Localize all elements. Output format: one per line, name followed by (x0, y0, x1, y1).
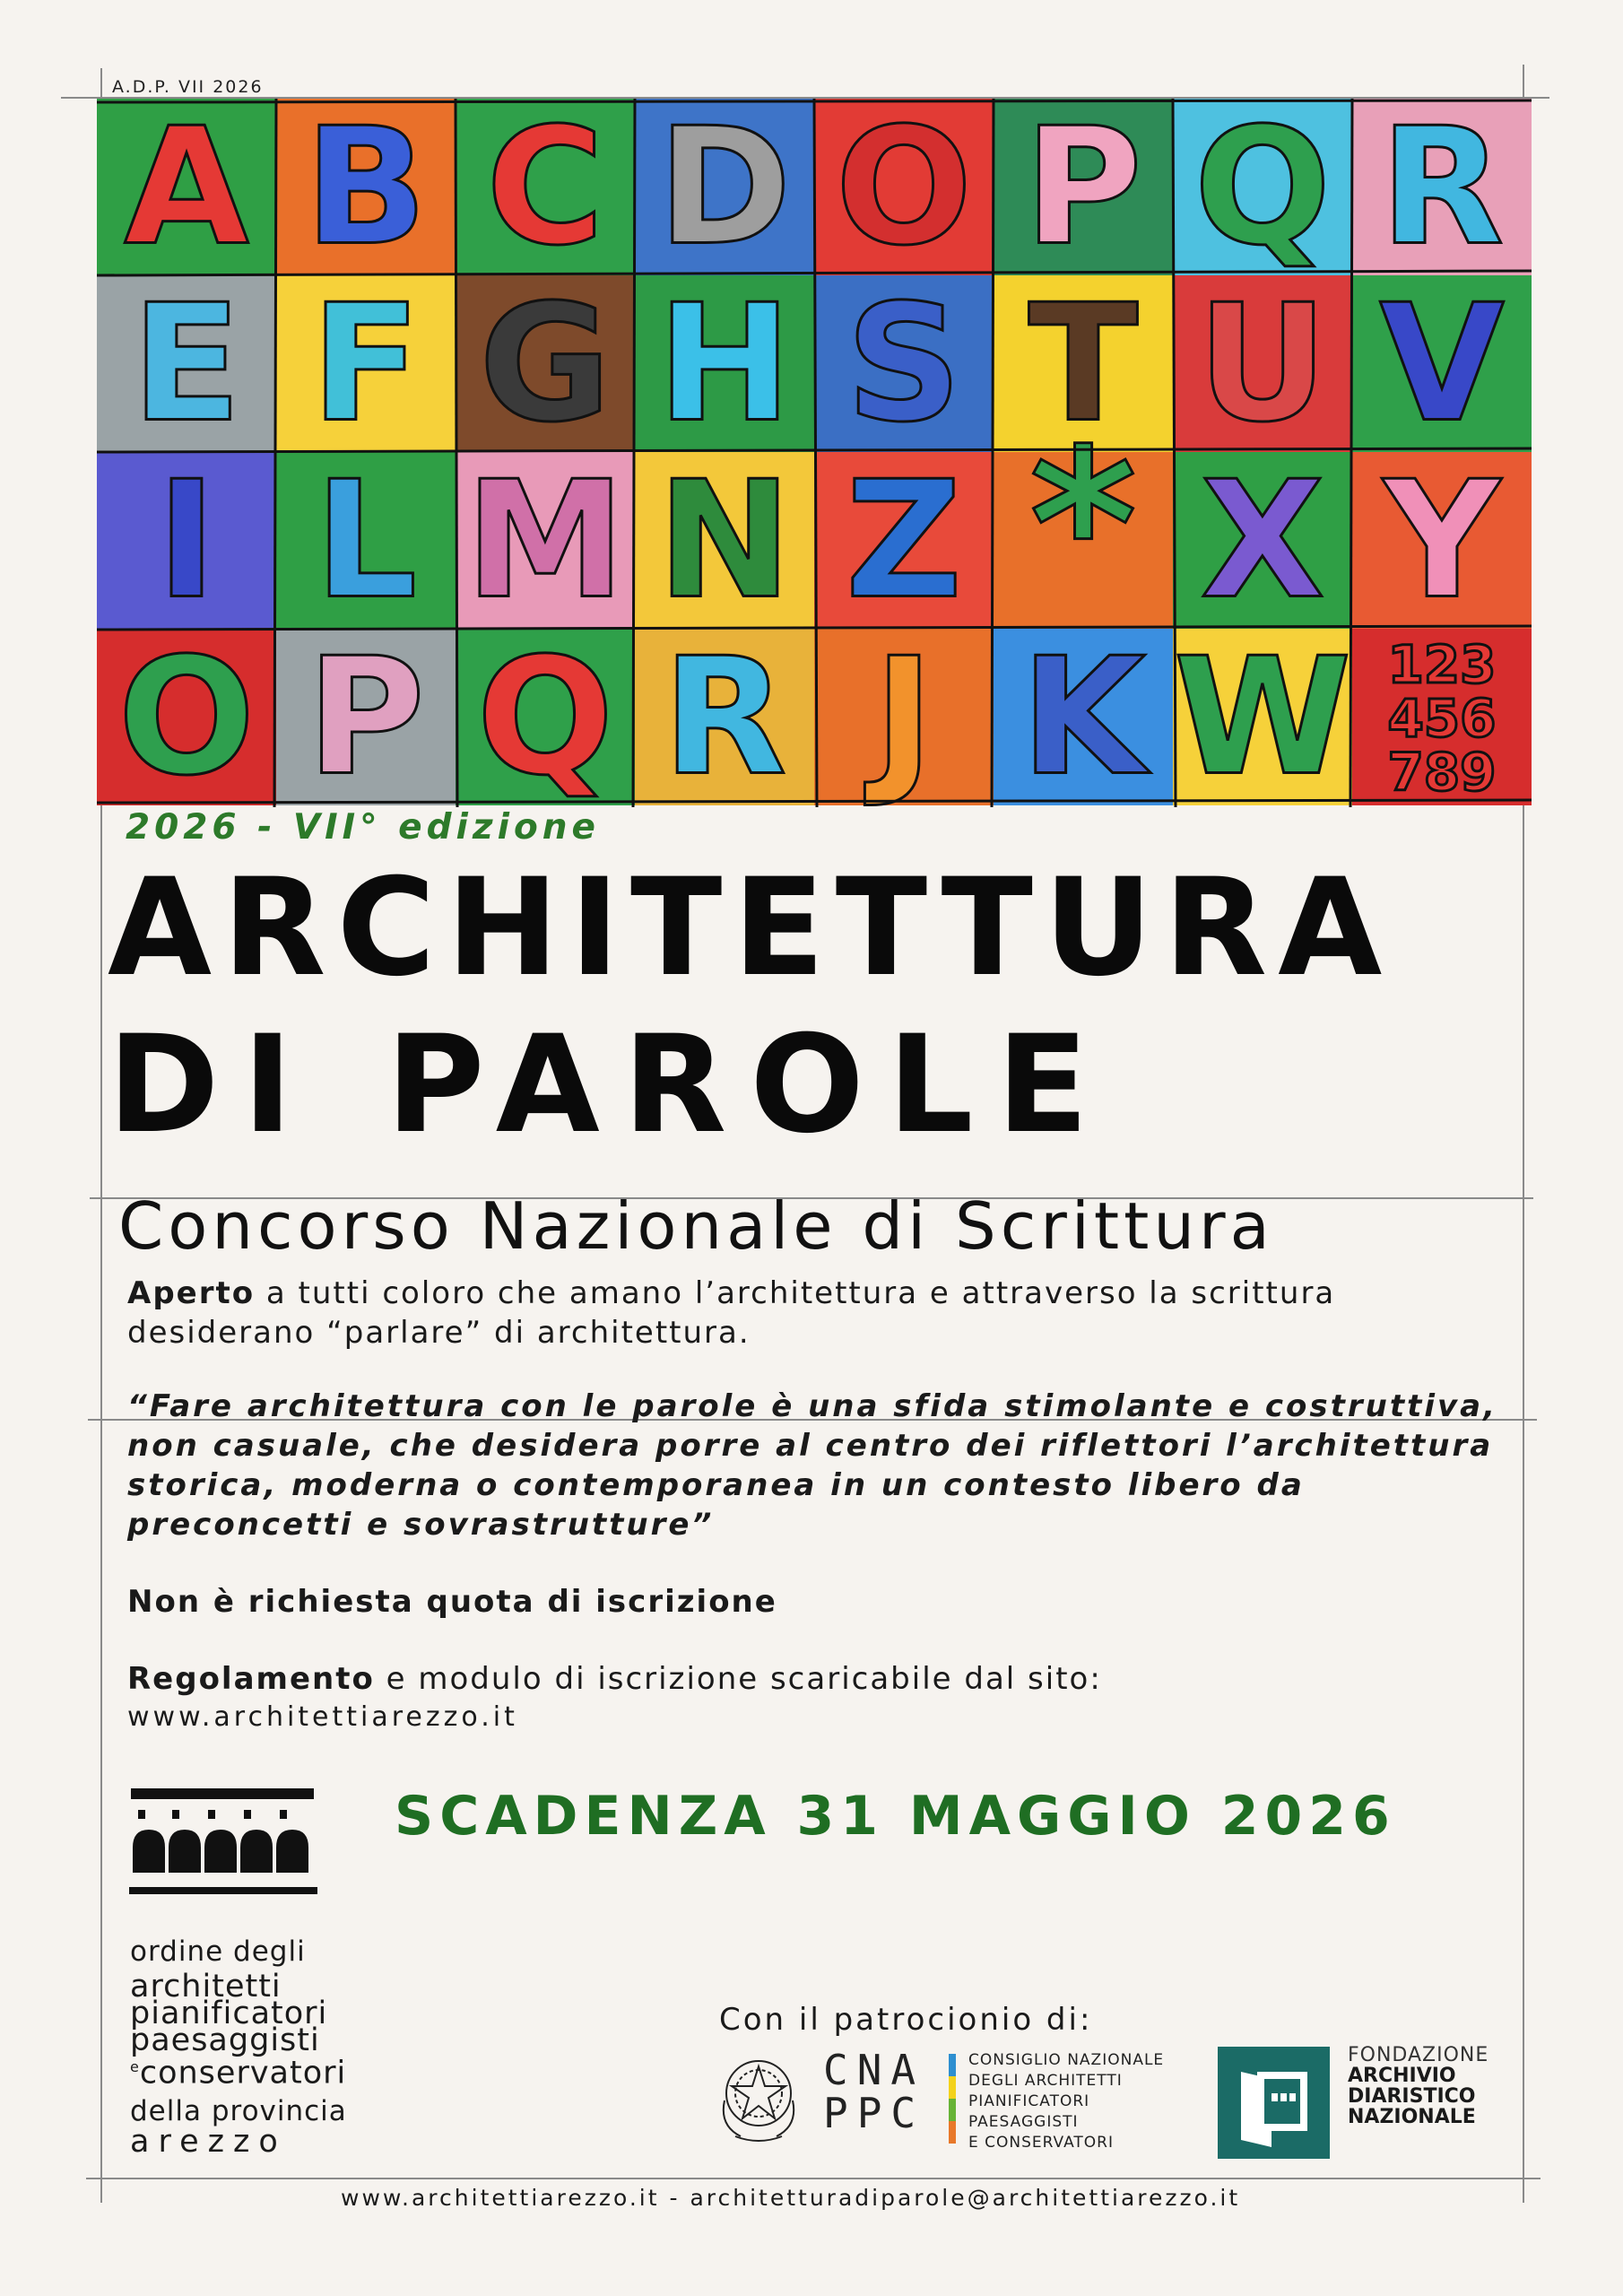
cnappc-bar-orange (949, 2121, 956, 2144)
artwork-letter: H (656, 270, 793, 458)
intro-paragraph (127, 1274, 1526, 1352)
subtitle: Concorso Nazionale di Scrittura (118, 1188, 1274, 1264)
artwork-letter: R (662, 623, 787, 807)
artwork-letter: X (1200, 447, 1325, 635)
artwork-letter: M (464, 447, 626, 635)
artwork-letter: C (485, 99, 605, 282)
rules-paragraph (127, 1659, 1526, 1699)
artwork-letter: * (1028, 405, 1138, 646)
order-line-5-text: conservatori (139, 2055, 347, 2092)
order-line-5-e: e (130, 2058, 140, 2075)
artwork-letter: I (156, 447, 217, 635)
artwork-letter: A (124, 99, 249, 282)
intro-bold: Aperto (127, 1275, 256, 1311)
cnappc-text-3: PIANIFICATORI (968, 2092, 1090, 2110)
cnappc-bar-green (949, 2099, 956, 2121)
footer-contacts[interactable]: www.architettiarezzo.it - architetturadiparole@architettiarezzo.it (341, 2185, 1241, 2211)
fondazione-line-3: DIARISTICO (1348, 2085, 1476, 2108)
artwork-letter: Z (845, 447, 963, 635)
deadline: SCADENZA 31 MAGGIO 2026 (395, 1785, 1396, 1848)
artwork-letter: D (657, 99, 792, 282)
artwork-letter: Q (476, 623, 614, 807)
artwork-letter: V (1379, 270, 1505, 458)
rules-link[interactable]: www.architettiarezzo.it (127, 1701, 518, 1733)
artwork-letter: R (1379, 99, 1505, 282)
fondazione-logo-icon (1218, 2047, 1330, 2159)
cnappc-bar-yellow (949, 2076, 956, 2099)
artwork-letter: G (479, 270, 612, 458)
cnappc-text-1: CONSIGLIO NAZIONALE (968, 2051, 1165, 2069)
fondazione-line-1: FONDAZIONE (1348, 2044, 1489, 2066)
quote-paragraph: “Fare architettura con le parole è una sfida stimolante e costruttiva, non casuale, che desidera porre al centro dei riflettori l’architettura storica, moderna o contemporanea in un contesto libero da preconcetti e sovrastrutture” (127, 1388, 1498, 1543)
cnappc-letters-1: CNA (823, 2046, 925, 2094)
artwork-letter: P (307, 623, 425, 807)
order-line-7: arezzo (130, 2124, 287, 2160)
cnappc-text-2: DEGLI ARCHITETTI (968, 2072, 1123, 2090)
artwork-letter: E (131, 270, 242, 458)
cnappc-text (968, 2050, 1164, 2153)
patronage-label: Con il patrocionio di: (719, 2002, 1093, 2038)
order-line-5 (130, 2054, 347, 2092)
order-name-block (130, 1969, 347, 2092)
cnappc-text-5: E CONSERVATORI (968, 2134, 1114, 2152)
frame-line-bottom (86, 2178, 1541, 2179)
artwork-letter: J (873, 623, 934, 807)
edition-label: 2026 - VII° edizione (126, 807, 600, 848)
artwork-letter: K (1020, 623, 1146, 807)
artwork-letter: T (1028, 270, 1139, 458)
alphabet-artwork (97, 99, 1532, 807)
cnappc-logo (823, 2046, 1165, 2152)
rules-text: e modulo di iscrizione scaricabile dal sito: (374, 1661, 1102, 1697)
order-line-1: ordine degli (130, 1935, 306, 1968)
artwork-letter: U (1196, 270, 1329, 458)
artwork-letter: O (835, 99, 973, 282)
order-line-6: della provincia (130, 2095, 347, 2127)
italian-emblem-icon (714, 2047, 803, 2147)
order-line-2: architetti (130, 1969, 282, 2005)
artwork-letter: Q (1193, 99, 1332, 282)
cnappc-bar-blue (949, 2054, 956, 2076)
fee-note: Non è richiesta quota di iscrizione (127, 1584, 777, 1620)
order-line-3: pianificatori (130, 1996, 328, 2031)
artwork-letter: F (310, 270, 421, 458)
fondazione-text (1348, 2045, 1488, 2127)
artwork-letter: 123 456 789 (1387, 634, 1497, 803)
cnappc-letters-2: PPC (823, 2089, 925, 2137)
artwork-letter: O (117, 623, 256, 807)
title-line-2: DI PAROLE (108, 1007, 1112, 1163)
alphabet-artwork-svg (97, 99, 1532, 807)
fondazione-line-2: ARCHIVIO (1348, 2065, 1456, 2087)
order-line-4: paesaggisti (130, 2022, 320, 2058)
title-line-1: ARCHITETTURA (108, 850, 1393, 1006)
cnappc-color-bar (949, 2054, 956, 2144)
artwork-letter: B (304, 99, 428, 282)
cnappc-text-4: PAESAGGISTI (968, 2113, 1079, 2131)
code-mark: A.D.P. VII 2026 (112, 77, 264, 97)
artwork-letter: W (1173, 623, 1352, 807)
intro-text: a tutti coloro che amano l’architettura e attraverso la scrittura desiderano “parlare” di architettura. (127, 1275, 1336, 1351)
rules-bold: Regolamento (127, 1661, 375, 1697)
artwork-letter: P (1024, 99, 1142, 282)
artwork-letter: Y (1383, 447, 1501, 635)
artwork-letter: L (314, 447, 418, 635)
artwork-letter: N (656, 447, 793, 635)
artwork-letter: S (846, 270, 962, 458)
order-logo-icon (126, 1785, 341, 1928)
fondazione-line-4: NAZIONALE (1348, 2106, 1476, 2128)
